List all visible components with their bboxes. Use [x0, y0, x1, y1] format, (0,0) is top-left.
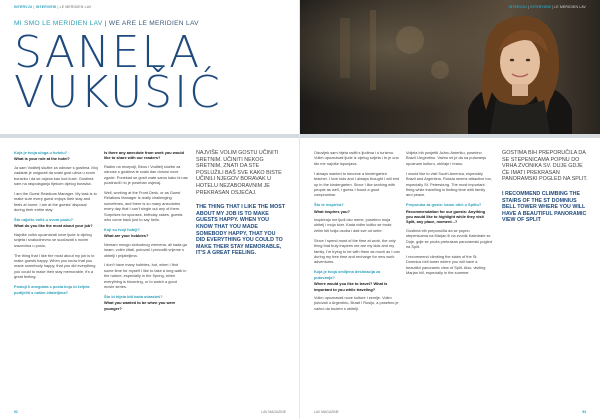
article-hero	[14, 20, 222, 118]
question-en: What you wanted to be when you were younger?	[104, 300, 176, 311]
pull-quote-en: THE THING THAT I LIKE THE MOST ABOUT MY JOB IS TO MAKE GUESTS HAPPY. WHEN YOU KNOW THAT YOU MADE SOMEBODY HAPPY, THAT YOU DID EVERYTHING YOU COULD TO MAKE THEIR STAY MEMORABLE, IT’S A GREAT FEELING.	[196, 204, 286, 257]
body-paragraph: Since I spend most of the time at work, the only thing that truly inspires me are my kids and my family. I’m trying to be with them as much as I can during my free time and recharge for new work adventures.	[314, 237, 400, 265]
body-paragraph: Ja sam Voditelj službe za odnose s gostima. Moj zadatak je osigurati da svaki gost uživa u svom boravku i da se osjeća kao kod kuće. Gostima sam na raspolaganju tijekom cijelog boravka.	[14, 164, 98, 187]
question-hr: Preporuka za goste: kamo otići u Splitu?	[406, 202, 482, 208]
footer-brand: LAV MAGAZINE	[314, 410, 339, 414]
article-title	[14, 27, 222, 118]
question-hr: Koja je tvoja omiljena destinacija za putovanja?	[314, 269, 381, 280]
right-footer	[314, 410, 586, 414]
body-paragraph: Volim upoznavati nove kulture i zemlje. Volim putovati u Argentinu, Brazil i Rusiju, a posebno je važno da budem s obitelji.	[314, 294, 399, 311]
right-column-2	[406, 150, 492, 405]
body-paragraph: Gostima bih preporučila da se popnu stepenicama na Marjan ili na zvonik Katedrale sv. Duje, gdje se pruža prekrasan panoramski pogled na Split.	[406, 227, 492, 250]
header-subsection: INTERVIEW	[530, 5, 551, 9]
question-hr: Što najviše voliš u svom poslu?	[14, 217, 74, 223]
left-pull-quotes	[196, 150, 286, 405]
body-paragraph: The thing that I like the most about my job is to make guests happy. When you know that you made somebody happy, that you did everything you could to make their stay memorable, it’s a great feeling.	[14, 252, 96, 280]
article-subtitle: MI SMO LE MERIDIEN LAV | WE ARE LE MERIDIEN LAV	[14, 20, 199, 27]
right-column-1	[314, 150, 400, 405]
portrait-photo	[300, 0, 600, 134]
portrait-photo-graphic	[300, 0, 600, 134]
question-hr: Što bi htjela biti kada odrasteš?	[104, 293, 163, 299]
question-hr: Postoji li anegdota s posla koju bi željela podijeliti s našim čitateljima?	[14, 284, 90, 295]
body-paragraph: Nemam mnogo slobodnog vremena, ali kada ga imam, volim čitati, putovati i provoditi vrijeme s obitelji i prijateljima.	[104, 241, 187, 258]
header-brand: LE MERIDIEN LAV	[59, 5, 92, 9]
header-section: INTERVJU	[14, 5, 33, 9]
question-en: What is your role at the hotel?	[14, 156, 70, 162]
subtitle-en: WE ARE LE MERIDIEN LAV	[108, 20, 199, 27]
left-running-header: INTERVJU | INTERVIEW | LE MERIDIEN LAV	[14, 5, 92, 9]
pull-quote-hr: GOSTIMA BIH PREPORUČILA DA SE STEPENICAMA POPNU DO VRHA ZVONIKA SV. DUJE GDJE ĆE IMATI PREKRASAN PANORAMSKI POGLED NA SPLIT.	[502, 150, 588, 183]
page-number: 93	[582, 410, 586, 414]
body-paragraph: I always wanted to become a kindergarten teacher. I love kids and I always thought I will end up in the kindergarten. Since I like working with people as well, I guess I found a good compromise.	[314, 170, 400, 198]
pull-quote-hr: NAJVIŠE VOLIM GOSTU UČINITI SRETNIM. UČINITI NEKOG SRETNIM, ZNATI DA STE POSLUŽILI BAŠ SVE KAKO BISTE UČINILI NJEGOV BORAVAK U HOTELU NEZABORAVNIM JE PREKRASAN OSJEĆAJ.	[196, 150, 282, 196]
body-paragraph: I don’t have many hobbies, but, when I find some time for myself I like to take a long walk in the nature, especially in the Spring, when everything is blooming, or to watch a good movie series.	[104, 262, 187, 290]
right-pull-quotes	[502, 150, 588, 405]
body-paragraph: Radim na recepciji, Birou i Voditelj službe za odnose s gostima te svaki dan donosi nove zgode. Ponekad se gosti vrate samo kako bi nas pozdravili i to je poseban osjećaj.	[104, 163, 188, 186]
body-paragraph: Well, working at the Front Desk, or as Guest Relations Manager is really challenging sometimes, and there is so many anecdotes every day that I can’t single out any of them. Surprises for spouses, birthday cakes, guests who come back just to say hello.	[104, 189, 183, 222]
title-last-name: VUKUŠIĆ	[14, 67, 222, 118]
header-brand: LE MERIDIEN LAV	[554, 5, 586, 9]
question-hr: Koji su tvoji hobiji?	[104, 226, 140, 232]
pull-quote-en: I RECOMMEND CLIMBING THE STAIRS OF THE ST DOMNIUS BELL TOWER WHERE YOU WILL HAVE A BEAUTIFUL PANORAMIC VIEW OF SPLIT	[502, 190, 587, 224]
question-en: Recommendation for our guests: Anything you would like to highlight while they visit Split, any place, moment...?	[406, 208, 485, 225]
body-paragraph: Oduvijek sam htjela raditi s ljudima i u turizmu. Volim upoznavati ljude iz cijelog svijeta i to je ono što me najviše ispunjava.	[314, 150, 399, 166]
divider-band	[0, 134, 299, 138]
left-column-1	[14, 150, 98, 405]
question-en: What are your hobbies?	[104, 233, 149, 239]
right-page	[300, 0, 600, 419]
body-paragraph: I recommend climbing the stairs of the St Domnius bell tower where you will have a beautiful panoramic view of Split. Also, visiting Marjan hill, especially in the summer.	[406, 254, 486, 276]
question-hr: Što te inspirira?	[314, 202, 344, 208]
left-footer	[14, 410, 286, 414]
question-en: What inspires you?	[314, 208, 350, 214]
subtitle-hr: MI SMO LE MERIDIEN LAV	[14, 20, 103, 27]
right-running-header: INTERVJU | INTERVIEW | LE MERIDIEN LAV	[508, 5, 586, 9]
question-en: Where would you like to travel? What is important to you while traveling?	[314, 281, 388, 292]
body-paragraph: Voljela bih posjetiti Južnu Ameriku, posebno Brazil i Argentinu. Važno mi je da na putovanju upoznam kulturu, običaje i hranu.	[406, 150, 487, 166]
page-number: 92	[14, 410, 18, 414]
footer-brand: LAV MAGAZINE	[261, 410, 286, 414]
question-en: What do you like the most about your job?	[14, 223, 93, 229]
body-paragraph: I would like to visit South America, especially Brazil and Argentina. Russia seems attractive too, especially St. Petersburg. The most important thing while travelling is finding time with family and peace.	[406, 170, 492, 198]
body-paragraph: Najviše volim upoznavati nove ljude iz cijelog svijeta i svakodnevno se suočavati s novim izazovima u poslu.	[14, 231, 92, 248]
header-section: INTERVJU	[508, 5, 527, 9]
body-paragraph: Inspiriraju me ljudi oko mene, posebno moja obitelj i moja kćer. Kada vidim koliko se trude, želim biti bolja osoba i dati sve od sebe.	[314, 217, 393, 233]
title-first-name: SANELA	[14, 27, 202, 78]
divider-band	[300, 134, 600, 138]
question-en: Is there any anecdote from work you would like to share with our readers?	[104, 150, 184, 161]
left-column-2	[104, 150, 188, 405]
question-hr: Koja je tvoja uloga u hotelu?	[14, 150, 67, 155]
header-subsection: INTERVIEW	[35, 5, 57, 9]
body-paragraph: I am the Guest Relations Manager. My task is to make sure every guest enjoys their stay and feels at home. I am at the guests’ disposal during their entire stay.	[14, 190, 97, 213]
